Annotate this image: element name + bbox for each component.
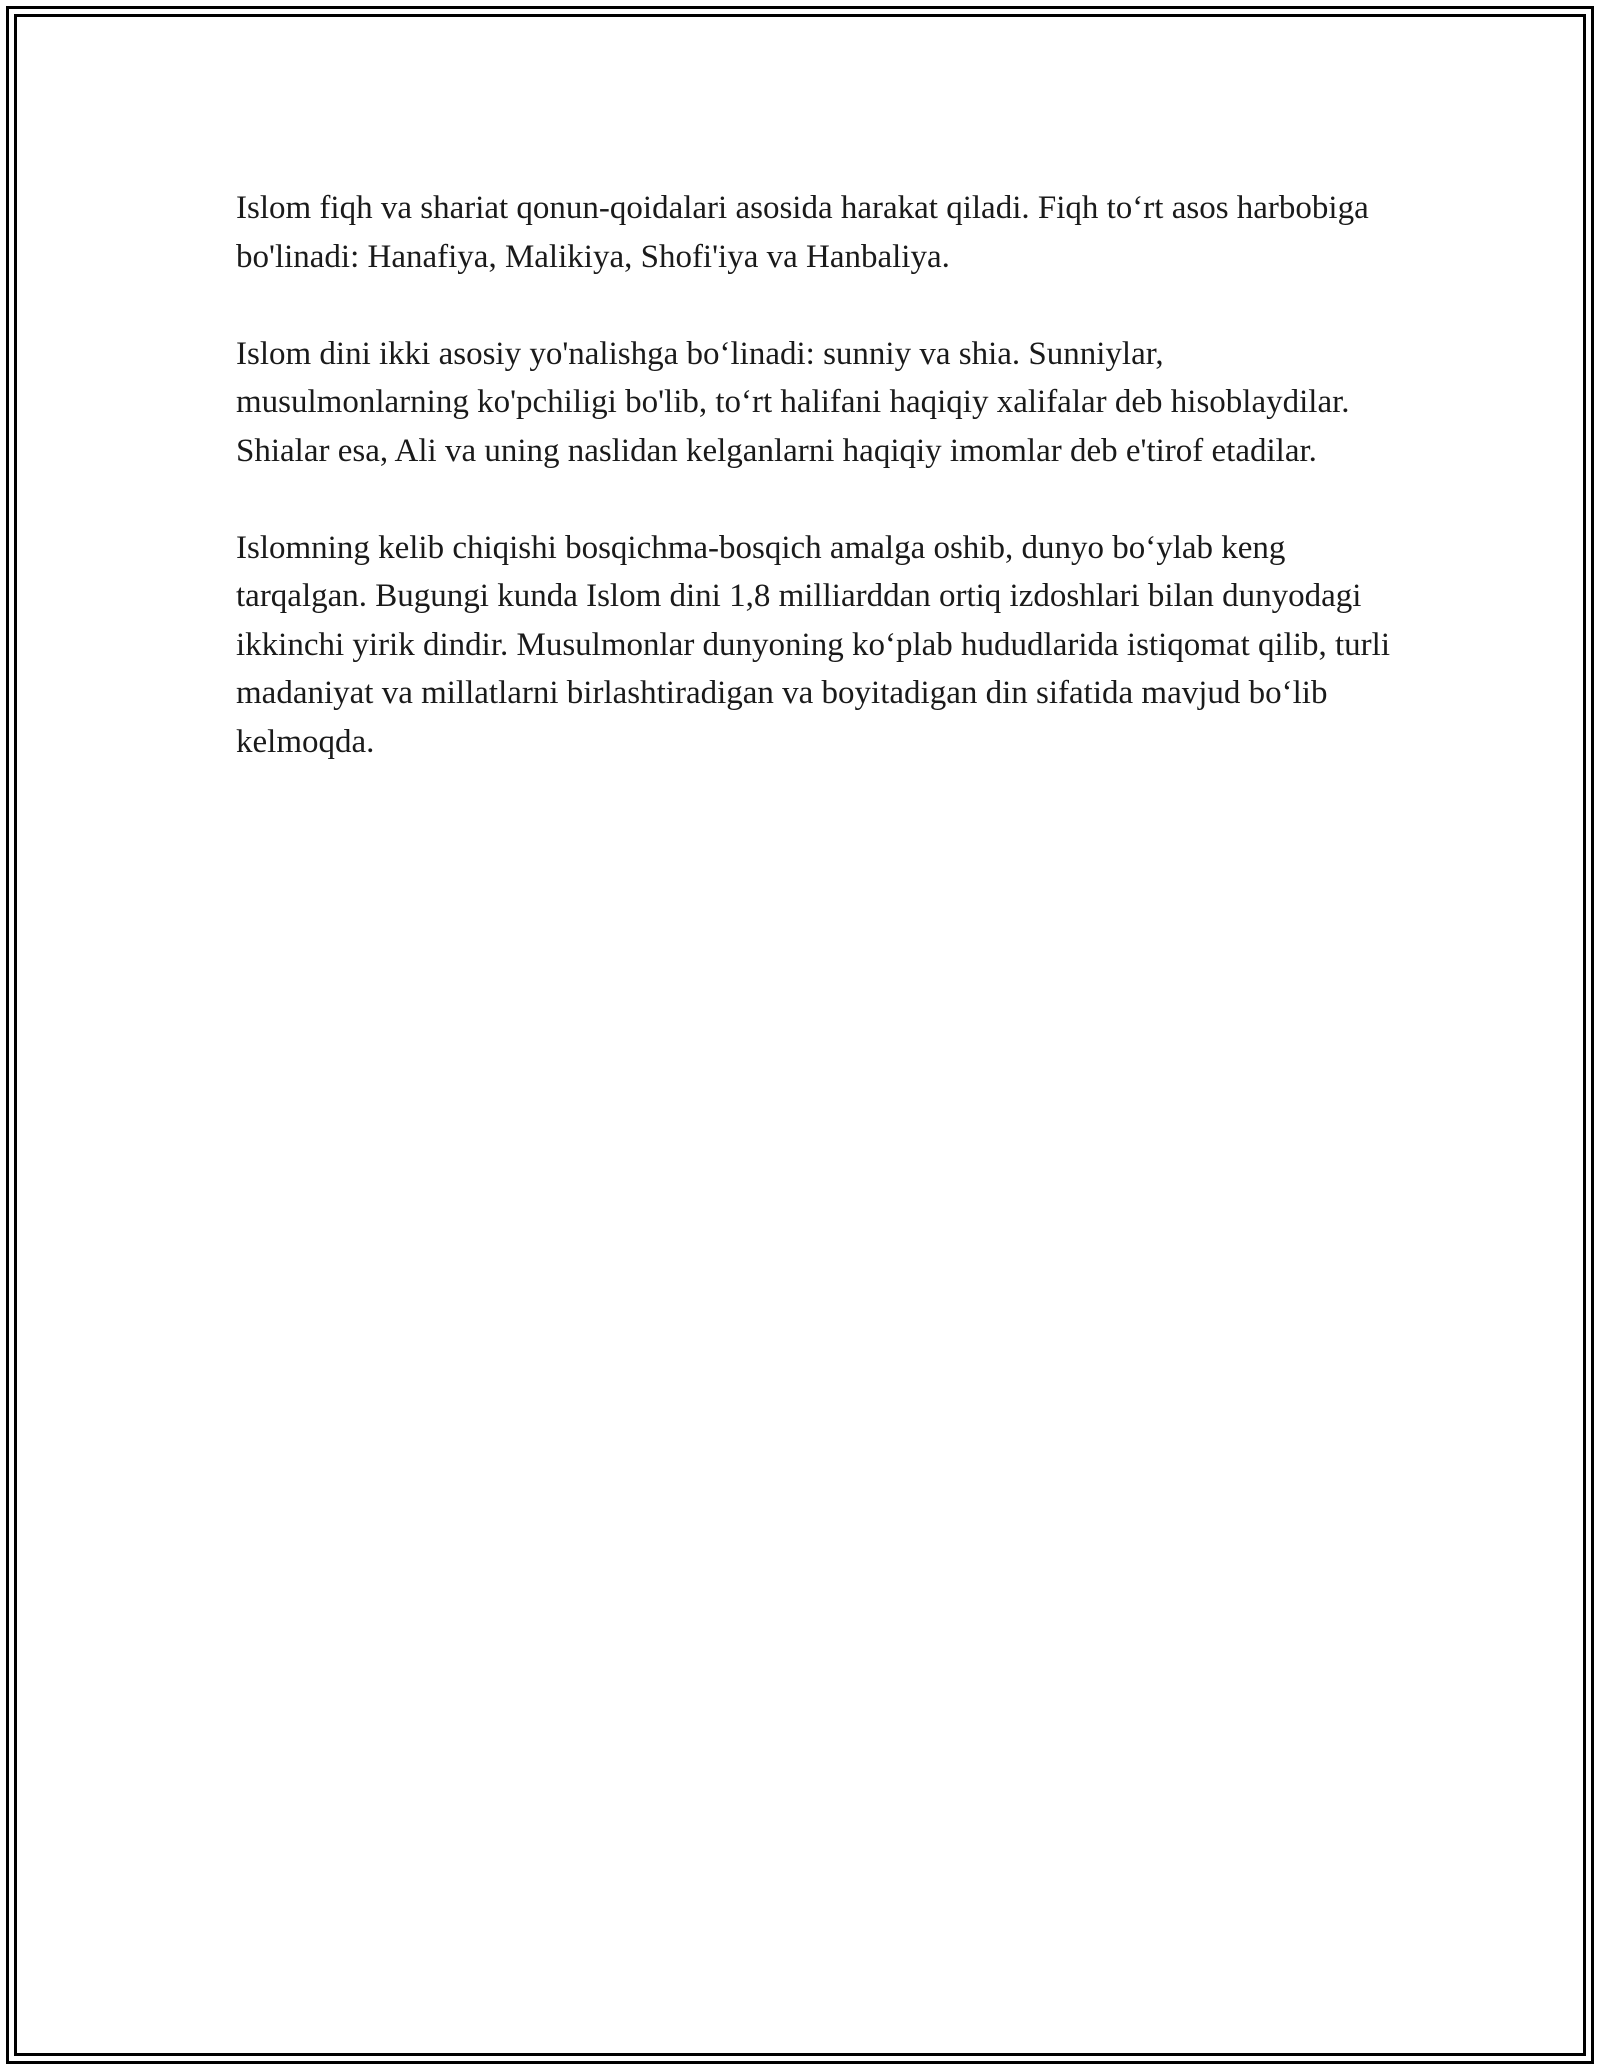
document-body <box>236 184 1396 815</box>
paragraph-sunni-shia: Islom dini ikki asosiy yo'nalishga bo‘linadi: sunniy va shia. Sunniylar, musulmonlarning ko'pchiligi bo'lib, to‘rt halifani haqiqiy xalifalar deb hisoblaydilar. Shialar esa, Ali va uning naslidan kelganlarni haqiqiy imomlar deb e'tirof etadilar. <box>236 335 1350 469</box>
paragraph-fiqh: Islom fiqh va shariat qonun-qoidalari asosida harakat qiladi. Fiqh to‘rt asos harbobiga bo'linadi: Hanafiya, Malikiya, Shofi'iya va Hanbaliya. <box>236 190 1369 275</box>
paragraph-spread: Islomning kelib chiqishi bosqichma-bosqich amalga oshib, dunyo bo‘ylab keng tarqalgan. Bugungi kunda Islom dini 1,8 milliarddan ortiq izdoshlari bilan dunyodagi ikkinchi yirik dindir. Musulmonlar dunyoning ko‘plab hududlarida istiqomat qilib, turli madaniyat va millatlarni birlashtiradigan va boyitadigan din sifatida mavjud bo‘lib kelmoqda. <box>236 529 1390 760</box>
